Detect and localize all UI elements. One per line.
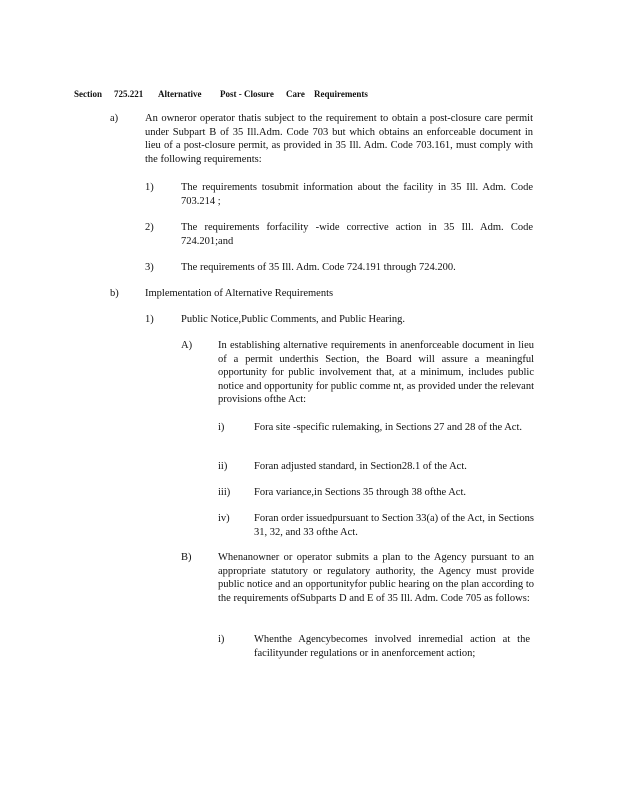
subsection-a-marker: a) <box>110 113 119 124</box>
list-marker: 1) <box>145 314 154 325</box>
paragraph-A-text: In establishing alternative requirements in anenforceable document in lieu of a permit underthis Section, the Board will assure a meaningful opportunity for public involvement that, at a minimum, includes public notice and opportunity for public comme nt, as provided under the relevant provisions ofthe Act: <box>218 340 534 406</box>
list-marker: 3) <box>145 262 154 273</box>
section-word: Section <box>74 89 102 99</box>
section-title-word-1: Alternative <box>158 89 202 99</box>
list-item-text: Fora variance,in Sections 35 through 38 ofthe Act. <box>254 487 466 498</box>
list-item-text: Whenthe Agencybecomes involved inremedial action at the facilityunder regulations or in anenforcement action; <box>254 634 530 659</box>
list-item-text: The requirements of 35 Ill. Adm. Code 724.191 through 724.200. <box>181 262 456 273</box>
list-item-text: Fora site -specific rulemaking, in Sections 27 and 28 of the Act. <box>254 422 522 433</box>
list-item-text: The requirements forfacility -wide corrective action in 35 Ill. Adm. Code 724.201;and <box>181 222 533 247</box>
list-marker: iii) <box>218 487 231 498</box>
subsection-b-title: Implementation of Alternative Requirements <box>145 288 334 299</box>
subsection-a-text: An owneror operator thatis subject to the requirement to obtain a post-closure care permit under Subpart B of 35 Ill.Adm. Code 703 but which obtains an enforceable document in lieu of a post-closure permit, as provided in 35 Ill. Adm. Code 703.161, must comply with the following requirements: <box>145 113 533 165</box>
list-marker: iv) <box>218 513 230 524</box>
list-marker: ii) <box>218 461 228 472</box>
list-item-text: Foran adjusted standard, in Section28.1 of the Act. <box>254 461 467 472</box>
section-title-word-3: Care <box>286 89 305 99</box>
list-marker: 2) <box>145 222 154 233</box>
list-marker: i) <box>218 634 225 645</box>
paragraph-A-marker: A) <box>181 340 193 351</box>
subsection-b-marker: b) <box>110 288 119 299</box>
list-item-text: The requirements tosubmit information about the facility in 35 Ill. Adm. Code 703.214 ; <box>181 182 533 207</box>
list-item-text: Foran order issuedpursuant to Section 33(a) of the Act, in Sections 31, 32, and 33 ofthe Act. <box>254 513 534 538</box>
list-marker: 1) <box>145 182 154 193</box>
list-item-text: Public Notice,Public Comments, and Public Hearing. <box>181 314 405 325</box>
paragraph-B-marker: B) <box>181 552 192 563</box>
list-marker: i) <box>218 422 225 433</box>
paragraph-B-text: Whenanowner or operator submits a plan to the Agency pursuant to an appropriate statutory or regulatory authority, the Agency must provide public notice and an opportunityfor public hearing on the plan according to the requirements ofSubparts D and E of 35 Ill. Adm. Code 705 as follows: <box>218 552 534 604</box>
section-title-word-4: Requirements <box>314 89 368 99</box>
section-number: 725.221 <box>114 89 144 99</box>
section-title-word-2: Post - Closure <box>220 89 274 99</box>
